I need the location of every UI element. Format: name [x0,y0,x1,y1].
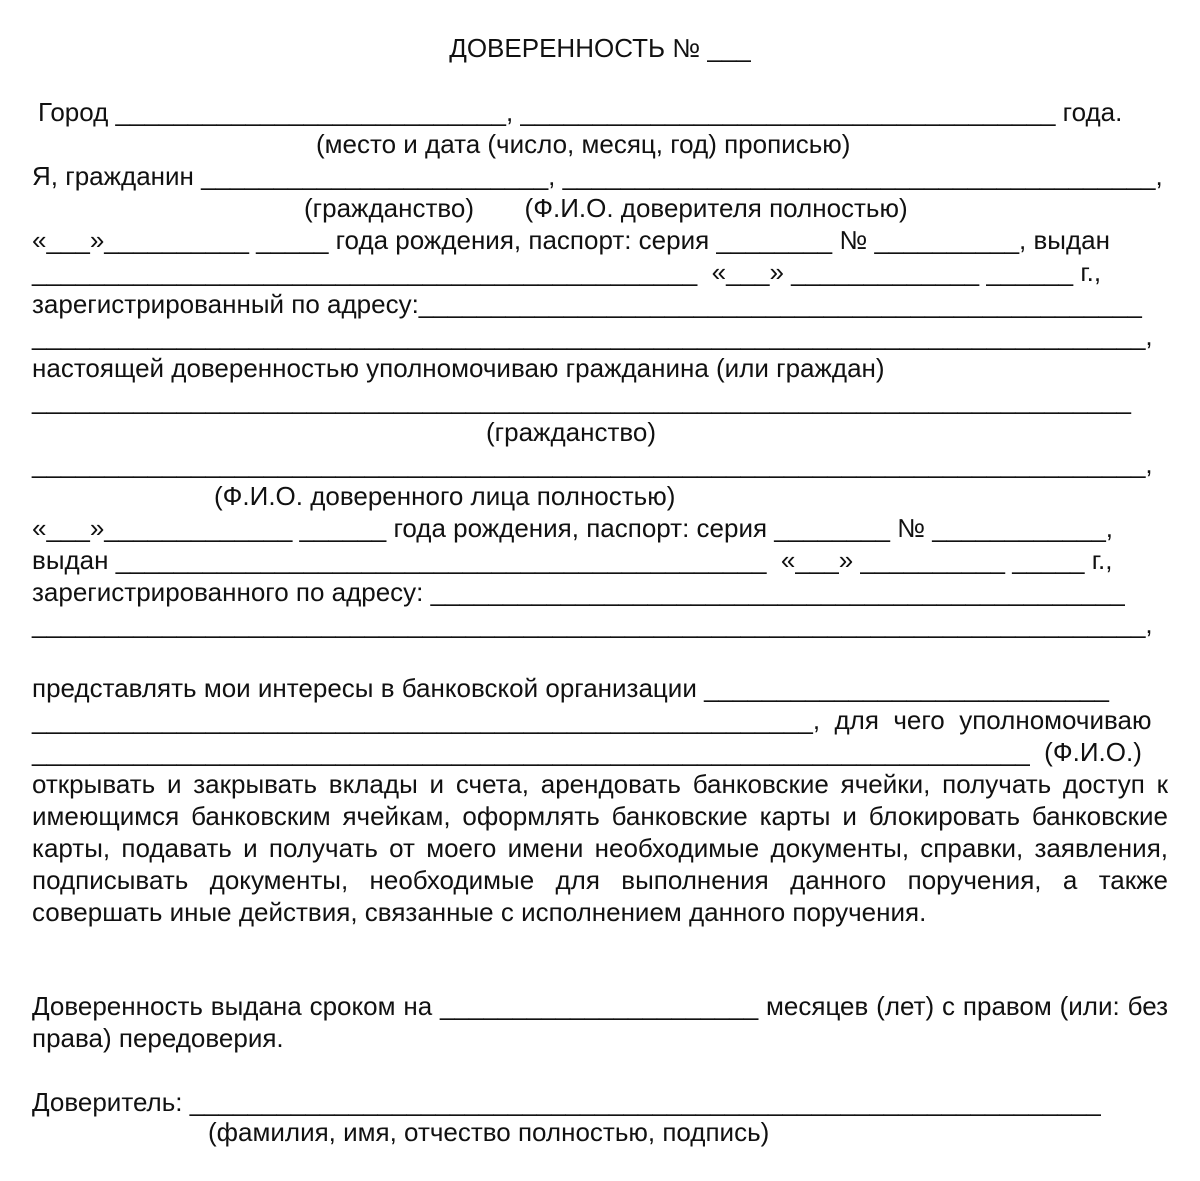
agent-fio-line: _____________________________________________________________________ (Ф.И.О.) [32,737,1142,767]
principal-caption: (гражданство) (Ф.И.О. доверителя полностью) [304,193,908,223]
document-title: ДОВЕРЕННОСТЬ № ___ [449,33,751,63]
agent-address-continued: _____________________________________________________________________________, [32,609,1153,639]
principal-address-line: зарегистрированный по адресу:__________________________________________________ [32,289,1142,319]
agent-name-caption: (Ф.И.О. доверенного лица полностью) [214,481,676,511]
city-date-caption: (место и дата (число, месяц, год) прописью) [316,129,851,159]
signer-line: Доверитель: _______________________________________________________________ [32,1087,1101,1117]
agent-address-line: зарегистрированного по адресу: ________________________________________________ [32,577,1125,607]
agent-passport-line: «___»_____________ ______ года рождения, паспорт: серия ________ № ____________, [32,513,1114,543]
signer-caption: (фамилия, имя, отчество полностью, подпись) [208,1117,770,1147]
agent-citizenship-line: ____________________________________________________________________________ [32,385,1131,415]
bank-continued-line: ______________________________________________________, для чего уполномочиваю [32,705,1152,735]
term-paragraph: Доверенность выдана сроком на ______________________ месяцев (лет) с правом (или: без права) передоверия. [32,991,1168,1053]
agent-citizenship-caption: (гражданство) [486,417,656,447]
principal-address-continued: _____________________________________________________________________________, [32,321,1153,351]
principal-passport-line: «___»__________ _____ года рождения, паспорт: серия ________ № __________, выдан [32,225,1110,255]
powers-paragraph: открывать и закрывать вклады и счета, арендовать банковские ячейки, получать доступ к имеющимся банковским ячейкам, оформлять банковские карты и блокировать банковские карты, подавать и получать от моего имени необходимые документы, справки, заявления, подписывать документы, необходимые для выполнения данного поручения, а также совершать иные действия, связанные с исполнением данного поручения. [32,769,1168,927]
agent-issued-line: выдан _____________________________________________ «___» __________ _____ г., [32,545,1113,575]
authorize-intro: настоящей доверенностью уполномочиваю гражданина (или граждан) [32,353,885,383]
principal-issued-line: ______________________________________________ «___» _____________ ______ г., [32,257,1102,287]
principal-line: Я, гражданин ________________________, _________________________________________, [32,161,1163,191]
agent-name-line: _____________________________________________________________________________, [32,449,1153,479]
city-date-line: Город ___________________________, _____________________________________ года. [38,97,1123,127]
bank-line: представлять мои интересы в банковской организации ____________________________ [32,673,1109,703]
